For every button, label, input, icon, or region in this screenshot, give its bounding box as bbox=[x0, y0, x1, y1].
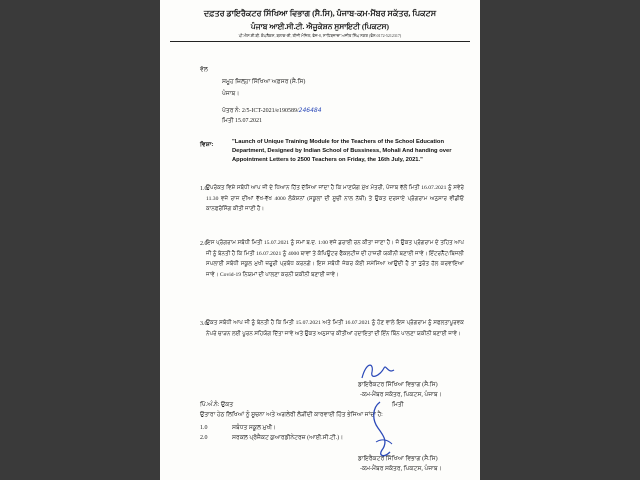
para-2-number: 2.0 bbox=[200, 241, 208, 247]
para-1-number: 1.0 bbox=[200, 186, 208, 192]
endorse-item-1-text: ਸਬੰਧਤ ਸਕੂਲ ਮੁਖੀ। bbox=[232, 425, 277, 431]
letter-number-value: 2/5-ICT-2021/e190589/ bbox=[241, 108, 299, 114]
signature-2-icon bbox=[370, 398, 396, 460]
endorse-item-2-number: 2.0 bbox=[200, 435, 208, 441]
letter-page bbox=[160, 0, 480, 480]
para-3-number: 3.0 bbox=[200, 321, 208, 327]
letter-date: ਮਿਤੀ 15.07.2021 bbox=[222, 118, 263, 124]
handwritten-number: 246484 bbox=[298, 107, 322, 114]
office-header: ਦਫ਼ਤਰ ਡਾਇਰੈਕਟਰ ਸਿੱਖਿਆ ਵਿਭਾਗ (ਸੈ.ਸਿ), ਪੰਜਾਬ-ਕਮ-ਮੈਂਬਰ ਸਕੱਤਰ, ਪਿਕਟਸ bbox=[203, 9, 437, 18]
paragraph-2: ਇਸ ਪ੍ਰੋਗਰਾਮ ਸਬੰਧੀ ਮਿਤੀ 15.07.2021 ਨੂੰ ਸਮਾਂ ਬ.ਦ. 1:00 ਵਜੇ ਡਰਾਈ ਰਨ ਕੀਤਾ ਜਾਣਾ ਹੈ। ਜੋ ਉਕਤ ਪ੍ਰੋਗਰਾਮ ਦੇ ਤਹਿਤ ਆਪ ਜੀ ਨੂੰ ਬੇਨਤੀ ਹੈ ਕਿ ਮਿਤੀ 16.07.2021 ਨੂੰ 4000 ਥਾਵਾਂ ਤੇ ਕੰਪਿਊਟਰ ਫੈਕਲਟੀਜ਼ ਦੀ ਹਾਜ਼ਰੀ ਯਕੀਨੀ ਬਣਾਈ ਜਾਵੇ। ਇੰਟਰਨੈੱਟ/ਬਿਜਲੀ ਸਪਲਾਈ ਸਬੰਧੀ ਸਕੂਲ ਮੁਖੀ ਜ਼ਰੂਰੀ ਪ੍ਰਬੰਧ ਕਰਨਗੇ। ਇਸ ਸਬੰਧੀ ਜੇਕਰ ਕੋਈ ਸਮੱਸਿਆ ਆਉਂਦੀ ਹੈ ਤਾਂ ਤੁਰੰਤ ਹੱਲ ਕਰਵਾਇਆ ਜਾਵੇ। Covid-19 ਨਿਯਮਾਂ ਦੀ ਪਾਲਣਾ ਕਰਨੀ ਯਕੀਨੀ ਬਣਾਈ ਜਾਵੇ। bbox=[206, 240, 464, 278]
recipient-line-1: ਸਮੂਹ ਜ਼ਿਲ੍ਹਾ ਸਿੱਖਿਆ ਅਫ਼ਸਰ (ਸੈ.ਸਿ) bbox=[222, 79, 306, 85]
endorsement-intro: ਉਤਾਰਾ ਹੇਠ ਲਿਖਿਆਂ ਨੂੰ ਸੂਚਨਾ ਅਤੇ ਅਗਲੇਰੀ ਲੋੜੀਂਦੀ ਕਾਰਵਾਈ ਹਿੱਤ ਭੇਜਿਆ ਜਾਂਦਾ ਹੈ: bbox=[200, 412, 383, 418]
endorse-item-1-number: 1.0 bbox=[200, 425, 208, 431]
signature-1-icon bbox=[358, 360, 398, 382]
to-prefix: ਵੱਲ bbox=[200, 67, 208, 73]
signatory-1-date: ਮਿਤੀ bbox=[392, 402, 404, 408]
endorse-item-2-text: ਸਰਕਲ ਪ੍ਰੋਜੈਕਟ ਕੁਆਰਡੀਨੇਟਰਜ਼ (ਆਈ.ਸੀ.ਟੀ.)। bbox=[232, 435, 344, 441]
paragraph-3: ਉਕਤ ਸਬੰਧੀ ਆਪ ਜੀ ਨੂੰ ਬੇਨਤੀ ਹੈ ਕਿ ਮਿਤੀ 15.07.2021 ਅਤੇ ਮਿਤੀ 16.07.2021 ਨੂੰ ਹੋਣ ਵਾਲੇ ਇਸ ਪ੍ਰੋਗਰਾਮ ਨੂੰ ਸਫਲਤਾਪੂਰਵਕ ਨੇਪਰੇ ਚਾੜਨ ਲਈ ਪੂਰਨ ਸਹਿਯੋਗ ਦਿੱਤਾ ਜਾਵੇ ਅਤੇ ਉਕਤ ਅਨੁਸਾਰ ਕੀਤੀਆਂ ਹਦਾਇਤਾਂ ਦੀ ਇੰਨ ਬਿੰਨ ਪਾਲਣਾ ਯਕੀਨੀ ਬਣਾਈ ਜਾਵੇ। bbox=[206, 320, 464, 337]
subject-label: ਵਿਸ਼ਾ: bbox=[200, 142, 214, 148]
signatory-1-title: ਡਾਇਰੈਕਟਰ ਸਿੱਖਿਆ ਵਿਭਾਗ (ਸੈ.ਸਿ) bbox=[358, 382, 438, 388]
letter-number-label: ਪੱਤਰ ਨੰ: bbox=[222, 108, 241, 114]
signatory-1-designation: -ਕਮ-ਮੈਂਬਰ ਸਕੱਤਰ, ਪਿਕਟਸ, ਪੰਜਾਬ। bbox=[360, 392, 442, 398]
address-line: ਪੀ.ਐਸ.ਈ.ਬੀ. ਕੰਪਲੈਕਸ, ਬਲਾਕ-ਈ, ਤੀਜੀ ਮੰਜ਼ਿਲ, ਫੇਜ਼-8, ਸਾਹਿਬਜ਼ਾਦਾ ਅਜੀਤ ਸਿੰਘ ਨਗਰ (ਫੋਨ:0172-5212317) bbox=[238, 33, 402, 38]
signatory-2-title: ਡਾਇਰੈਕਟਰ ਸਿੱਖਿਆ ਵਿਭਾਗ (ਸੈ.ਸਿ) bbox=[358, 456, 438, 462]
endorsement-ref: ਪਿੱ.ਅੰ.ਨੰ: ਉਕਤ bbox=[200, 402, 234, 408]
society-header: ਪੰਜਾਬ ਆਈ.ਸੀ.ਟੀ. ਐਜੂਕੇਸ਼ਨ ਸੁਸਾਇਟੀ (ਪਿਕਟਸ) bbox=[250, 22, 390, 31]
subject-text: "Launch of Unique Training Module for the Teachers of the School Education Department, Designed by Indian School of Bussiness, Mohali And handing over Appointment Letters to 2500 Teachers on Friday, the 16th July, 2021." bbox=[232, 139, 452, 164]
letter-number bbox=[222, 107, 322, 115]
paragraph-1: ਉਪਰੋਕਤ ਵਿਸ਼ੇ ਸਬੰਧੀ ਆਪ ਜੀ ਦੇ ਧਿਆਨ ਹਿੱਤ ਦੱਸਿਆ ਜਾਂਦਾ ਹੈ ਕਿ ਮਾਣਯੋਗ ਮੁੱਖ ਮੰਤਰੀ, ਪੰਜਾਬ ਵੱਲੋਂ ਮਿਤੀ 16.07.2021 ਨੂੰ ਸਵੇਰੇ 11.30 ਵਜੇ ਰਾਜ ਦੀਆਂ ਵੱਖ-ਵੱਖ 4000 ਲੋਕੇਸ਼ਨਾਂ (ਸਕੂਲਾਂ ਦੀ ਸੂਚੀ ਨਾਲ ਨੱਥੀ) ਤੇ ਉਕਤ ਦਰਸਾਏ ਪ੍ਰੋਗਰਾਮ ਅਨੁਸਾਰ ਵੀਡੀਓ ਕਾਨਫਰੰਸਿੰਗ ਕੀਤੀ ਜਾਣੀ ਹੈ। bbox=[206, 185, 464, 212]
signatory-2-designation: -ਕਮ-ਮੈਂਬਰ ਸਕੱਤਰ, ਪਿਕਟਸ, ਪੰਜਾਬ। bbox=[360, 466, 442, 472]
header-divider bbox=[170, 41, 470, 42]
recipient-line-2: ਪੰਜਾਬ। bbox=[222, 91, 240, 97]
